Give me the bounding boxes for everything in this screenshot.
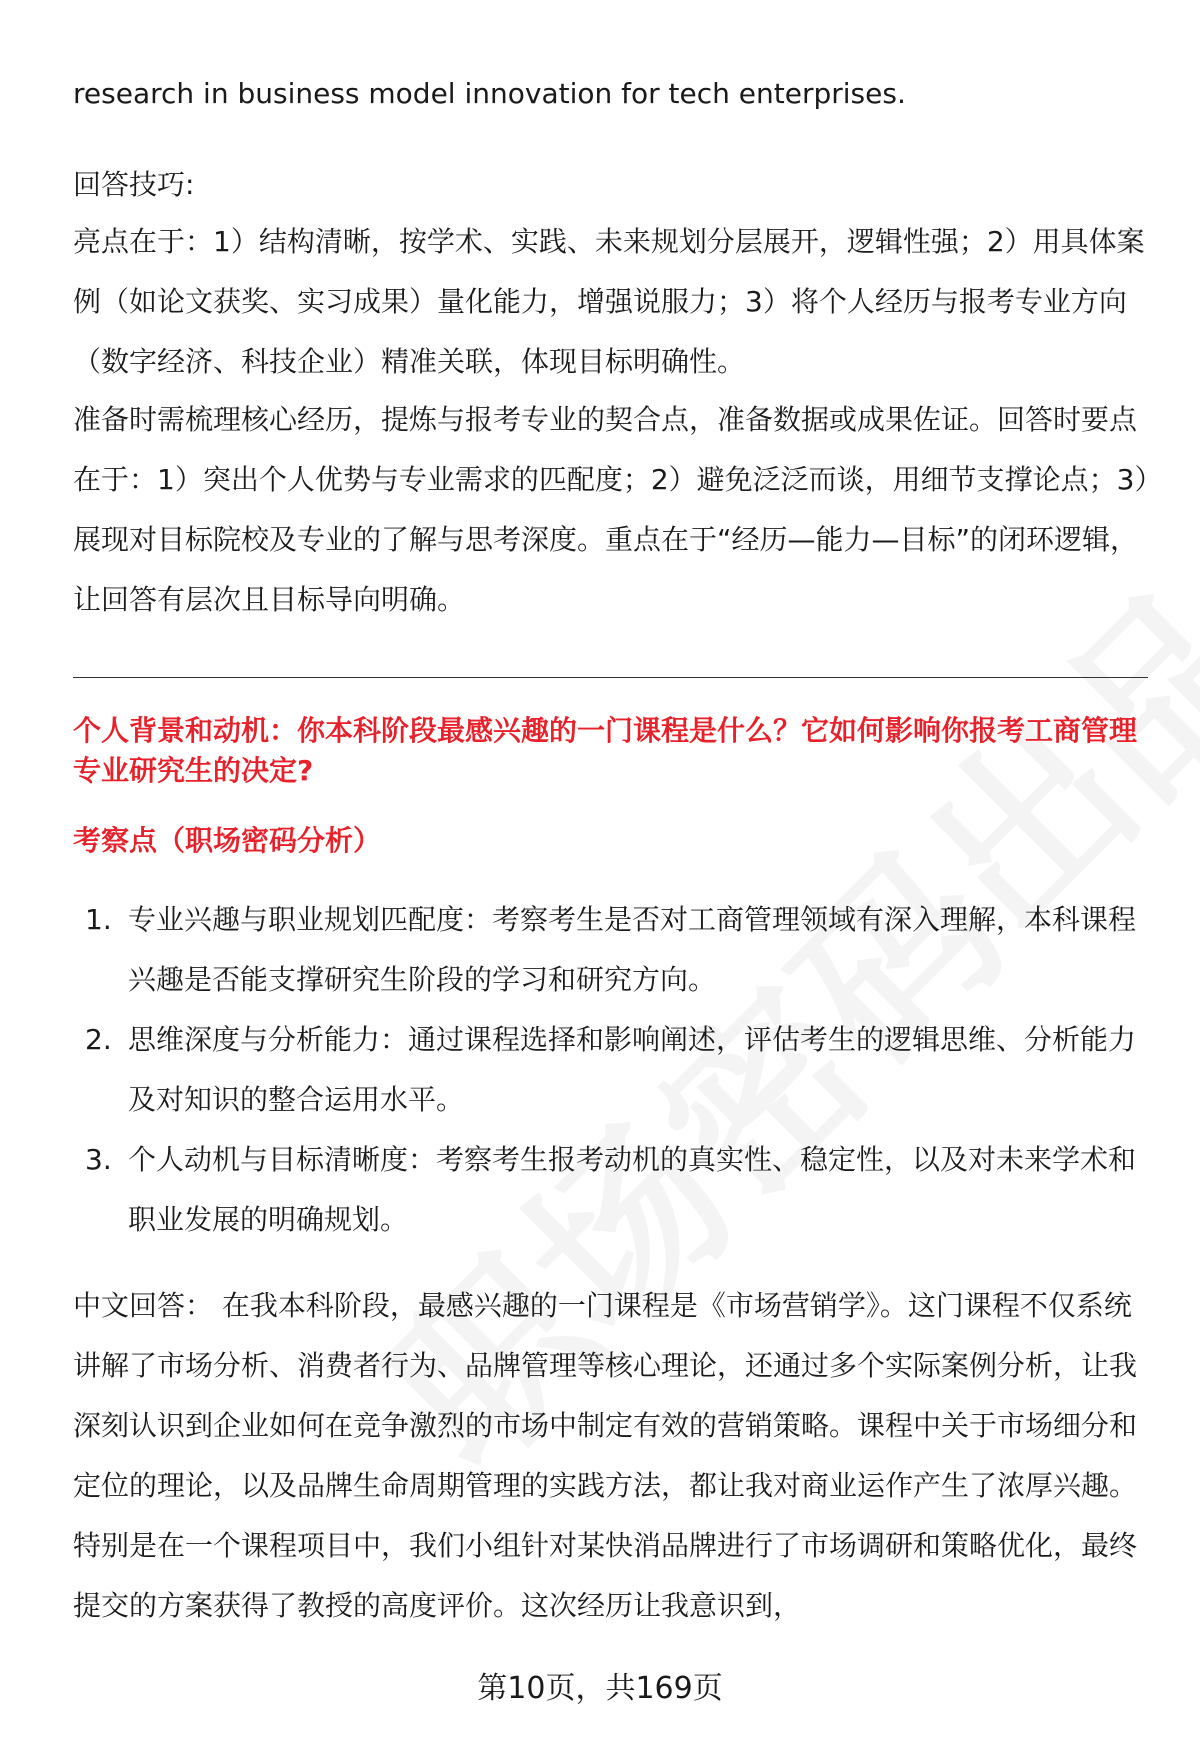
list-number: 1. [85,903,112,936]
top-line: research in business model innovation for tech enterprises. [73,77,906,110]
list-item [73,1130,1153,1250]
assess-list [73,890,1153,1250]
tips-paragraph-2: 准备时需梳理核心经历，提炼与报考专业的契合点，准备数据或成果佐证。回答时要点在于：1）突出个人优势与专业需求的匹配度；2）避免泛泛而谈，用细节支撑论点；3）展现对目标院校及专业的了解与思考深度。重点在于“经历—能力—目标”的闭环逻辑，让回答有层次且目标导向明确。 [73,403,1149,616]
list-text: 个人动机与目标清晰度：考察考生报考动机的真实性、稳定性，以及对未来学术和职业发展的明确规划。 [128,1143,1137,1236]
tips-label: 回答技巧: [73,168,195,201]
list-text: 思维深度与分析能力：通过课程选择和影响阐述，评估考生的逻辑思维、分析能力及对知识的整合运用水平。 [128,1023,1137,1116]
assess-title: 考察点（职场密码分析） [73,824,382,857]
list-text: 专业兴趣与职业规划匹配度：考察考生是否对工商管理领域有深入理解，本科课程兴趣是否能支撑研究生阶段的学习和研究方向。 [128,903,1137,996]
divider [73,677,1148,678]
tips-paragraph-1: 亮点在于：1）结构清晰，按学术、实践、未来规划分层展开，逻辑性强；2）用具体案例（如论文获奖、实习成果）量化能力，增强说服力；3）将个人经历与报考专业方向（数字经济、科技企业）精准关联，体现目标明确性。 [73,225,1145,378]
list-item [73,1010,1153,1130]
page-footer: 第10页，共169页 [477,1671,723,1706]
list-item [73,890,1153,1010]
list-number: 3. [85,1143,112,1176]
answer-paragraph: 中文回答： 在我本科阶段，最感兴趣的一门课程是《市场营销学》。这门课程不仅系统讲解了市场分析、消费者行为、品牌管理等核心理论，还通过多个实际案例分析，让我深刻认识到企业如何在竞争激烈的市场中制定有效的营销策略。课程中关于市场细分和定位的理论，以及品牌生命周期管理的实践方法，都让我对商业运作产生了浓厚兴趣。特别是在一个课程项目中，我们小组针对某快消品牌进行了市场调研和策略优化，最终提交的方案获得了教授的高度评价。这次经历让我意识到， [73,1289,1138,1622]
list-number: 2. [85,1023,112,1056]
question-heading: 个人背景和动机：你本科阶段最感兴趣的一门课程是什么？它如何影响你报考工商管理专业研究生的决定? [73,714,1138,787]
